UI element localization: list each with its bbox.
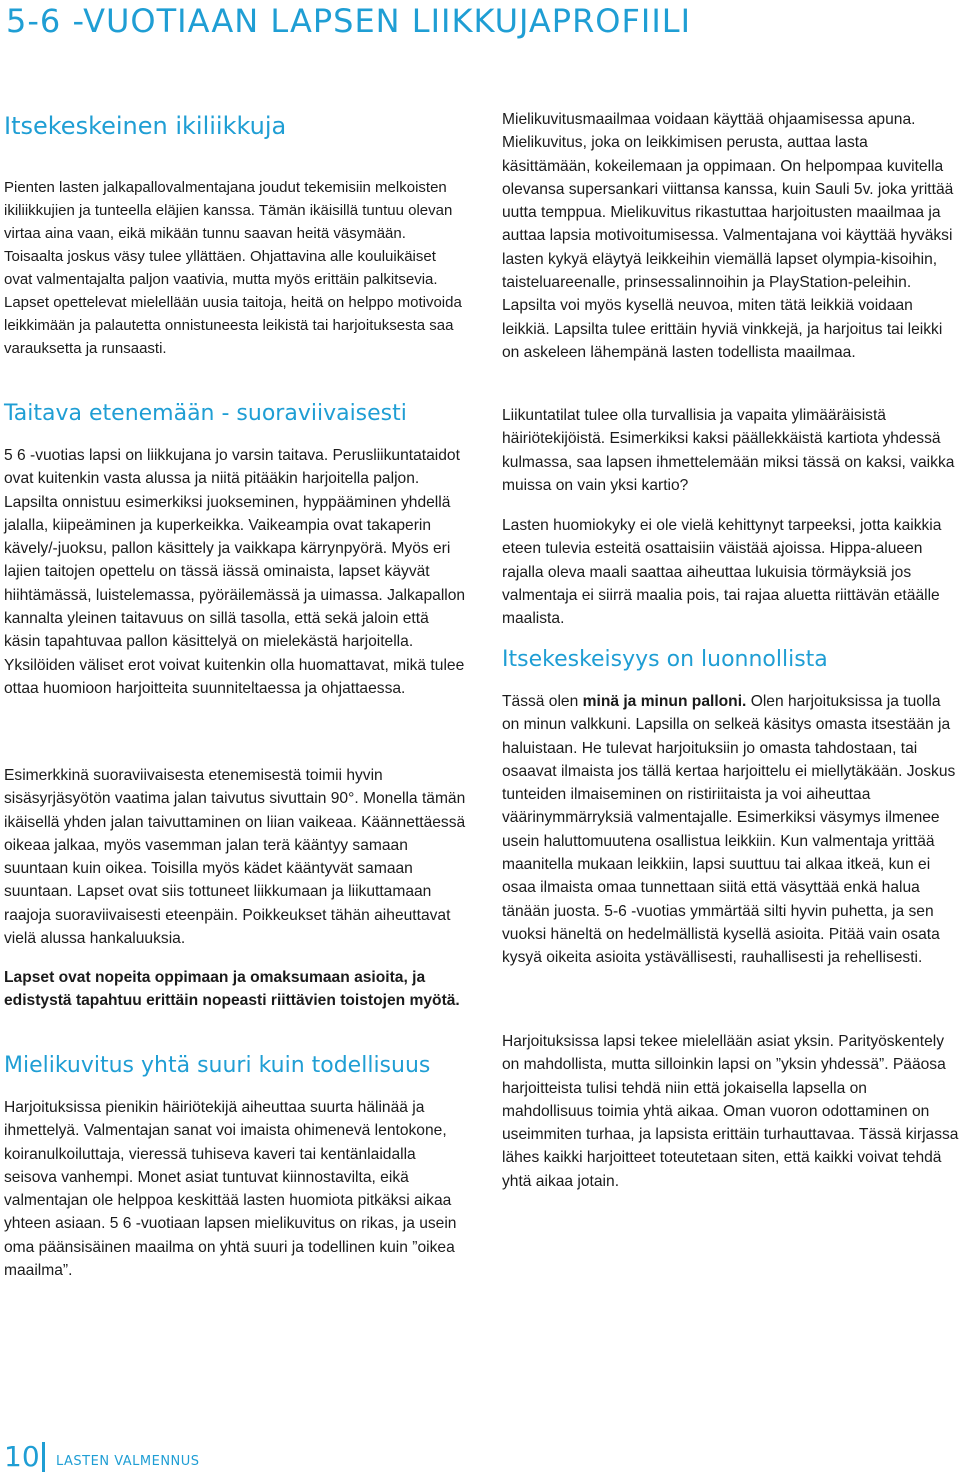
page-title: 5-6 -VUOTIAAN LAPSEN LIIKKUJAPROFIILI: [6, 2, 692, 40]
paragraph-self-centered-bold: minä ja minun palloni.: [582, 693, 747, 710]
paragraph-self-centered: [502, 690, 960, 970]
paragraph-working-alone: Harjoituksissa lapsi tekee mielellään asiat yksin. Parityöskentely on mahdollista, mutta silloinkin lapsi on ”yksin yhdessä”. Pääosa harjoitteista tulisi tehdä niin että jokaisella lapsella on mahdollisuus toimia yhtä aikaa. Oman vuoron odottaminen on useimmiten turhaa, ja lapsista erittäin turhauttavaa. Tässä kirjassa lähes kaikki harjoitteet toteutetaan siten, että kaikki voivat tehdä yhtä aikaa jotain.: [502, 1033, 959, 1190]
paragraph-imagination: Harjoituksissa pienikin häiriötekijä aiheuttaa suurta hälinää ja ihmettelyä. Valmentajan sanat voi imaista ohimenevä lentokone, koiranulkoiluttaja, vieressä tuhiseva kaveri tai kentänlaidalla seisova vanhempi. Monet asiat tuntuvat kiinnostavilta, eikä valmentajan ole helppoa keskittää lasten huomiota pitkäksi aikaa yhteen asiaan. 5 6 -vuotiaan lapsen mielikuvitus on rikas, ja usein oma päänsisäinen maailma on yhtä suuri ja todellinen kuin ”oikea maailma”.: [4, 1099, 457, 1280]
paragraph-self-centered-post: Olen harjoituksissa ja tuolla on minun valkkuni. Lapsilla on selkeä käsitys omasta itsestään ja haluistaan. He tulevat harjoituksiin jo omasta tahdostaan, tai osaavat ilmaista jos tällä kertaa harjoittelu ei miellytäkään. Joskus tunteiden ilmaiseminen on ristiriitaista ja voi aiheuttaa väärinymmärryksiä valmentajalle. Esimerkiksi väsymys ilmenee usein haluttomuutena osallistua leikkiin. Kun valmentaja yrittää maanitella mukaan leikkiin, lapsi suuttuu tai alkaa itkeä, kun ei osaa ilmaista omaa tunnettaan siitä että väsyttää enkä halua tänään juosta. 5-6 -vuotias ymmärtää silti hyvin puhetta, ja sen vuoksi häneltä on hedelmällistä kysellä asioita. Pitää vain osata kysyä oikeita asioita ystävällisesti, rauhallisesti ja rehellisesti.: [502, 693, 956, 967]
paragraph-intro: Pienten lasten jalkapallovalmentajana joudut tekemisiin melkoisten ikiliikkujien ja tunteella eläjien kanssa. Tämän ikäisillä tuntuu olevan virtaa aina vaan, eikä mikään tunnu saavan heitä väsymään. Toisaalta joskus väsy tulee yllättäen. Ohjattavina alle kouluikäiset ovat valmentajalta paljon vaativia, mutta myös erittäin palkitsevia. Lapset opettelevat mielellään uusia taitoja, heitä on helppo motivoida leikkimään ja palautetta onnistuneesta leikistä tai harjoituksesta saa varauksetta ja runsaasti.: [4, 179, 462, 357]
page-number: 10: [4, 1440, 40, 1473]
paragraph-bold-summary: Lapset ovat nopeita oppimaan ja omaksumaan asioita, ja edistystä tapahtuu erittäin nopeasti riittävien toistojen myötä.: [4, 969, 460, 1010]
paragraph-skills: 5 6 -vuotias lapsi on liikkujana jo varsin taitava. Perusliikuntataidot ovat kuitenkin vasta alussa ja niitä pitääkin harjoitella paljon. Lapsilta onnistuu esimerkiksi juokseminen, hyppääminen yhdellä jalalla, kiipeäminen ja kuperkeikka. Vaikeampia ovat takaperin kävely/-juoksu, pallon käsittely ja vaikkapa kärrynpyörä. Myös eri lajien taitojen opettelu on tässä iässä ominaista, lapset käyvät hiihtämässä, luistelemassa, pyöräilemässä ja uimassa. Jalkapallon kannalta yleinen taitavuus on sillä tasolla, että sekä jaloin että käsin tapahtuvaa pallon käsittelyä on mielekästä harjoitella. Yksilöiden väliset erot voivat kuitenkin olla huomattavat, mikä tulee ottaa huomioon harjoitteita suunniteltaessa ja ohjattaessa.: [4, 447, 466, 697]
heading-itsekeskeisyys: Itsekeskeisyys on luonnollista: [502, 647, 828, 672]
footer-divider: [42, 1442, 45, 1472]
paragraph-attention: Lasten huomiokyky ei ole vielä kehittynyt tarpeeksi, jotta kaikkia eteen tulevia esteitä osattaisiin väistää ajoissa. Hippa-alueen rajalla oleva maali saattaa aiheuttaa lukuisia törmäyksiä jos valmentaja ei siirrä maalia pois, tai rajaa aluetta riittävän etäälle maalista.: [502, 517, 942, 628]
publication-name: LASTEN VALMENNUS: [56, 1454, 200, 1469]
paragraph-safe-spaces: Liikuntatilat tulee olla turvallisia ja vapaita ylimääräisistä häiriötekijöistä. Esimerkiksi kaksi päällekkäistä kartiota yhdessä kulmassa, saa lapsen ihmettelemään miksi tässä on kaksi, vaikka muissa on vain yksi kartio?: [502, 407, 955, 494]
heading-itsekeskeinen-ikiliikkuja: Itsekeskeinen ikiliikkuja: [4, 112, 287, 140]
paragraph-example: Esimerkkinä suoraviivaisesta etenemisestä toimii hyvin sisäsyrjäsyötön vaatima jalan taivutus sivuttain 90°. Monella tämän ikäisellä yhden jalan taivuttaminen on liian vaikeaa. Käännettäessä oikeaa jalkaa, myös vasemman jalan terä kääntyy samaan suuntaan kuin oikea. Toisilla myös kädet kääntyvät samaan suuntaan. Lapset ovat siis tottuneet liikkumaan ja liikuttamaan raajoja suoraviivaisesti eteenpäin. Poikkeukset tähän aiheuttavat vielä alussa hankaluuksia.: [4, 767, 466, 948]
paragraph-imagination-use: Mielikuvitusmaailmaa voidaan käyttää ohjaamisessa apuna. Mielikuvitus, joka on leikkimisen perusta, auttaa lasta käsittämään, kokeilemaan ja oppimaan. On helpompaa kuvitella olevansa supersankari viittansa kanssa, kuin Sauli 5v. joka yrittää uutta temppua. Mielikuvitus rikastuttaa harjoitusten maailmaa ja auttaa lapsia motivoitumisessa. Valmentajana voi käyttää hyväksi lasten kykyä eläytyä leikkeihin viemällä lapset olympia-kisoihin, taisteluareenalle, prinsessalinnoihin ja PlayStation-peleihin. Lapsilta voi myös kysellä neuvoa, miten tätä leikkiä voidaan leikkiä. Lapsilta tulee erittäin hyviä vinkkejä, ja harjoitus tai leikki on askeleen lähempänä lasten todellista maailmaa.: [502, 111, 954, 361]
heading-mielikuvitus: Mielikuvitus yhtä suuri kuin todellisuus: [4, 1053, 431, 1078]
paragraph-self-centered-pre: Tässä olen: [502, 693, 583, 710]
heading-taitava-etenemaan: Taitava etenemään - suoraviivaisesti: [4, 401, 407, 426]
